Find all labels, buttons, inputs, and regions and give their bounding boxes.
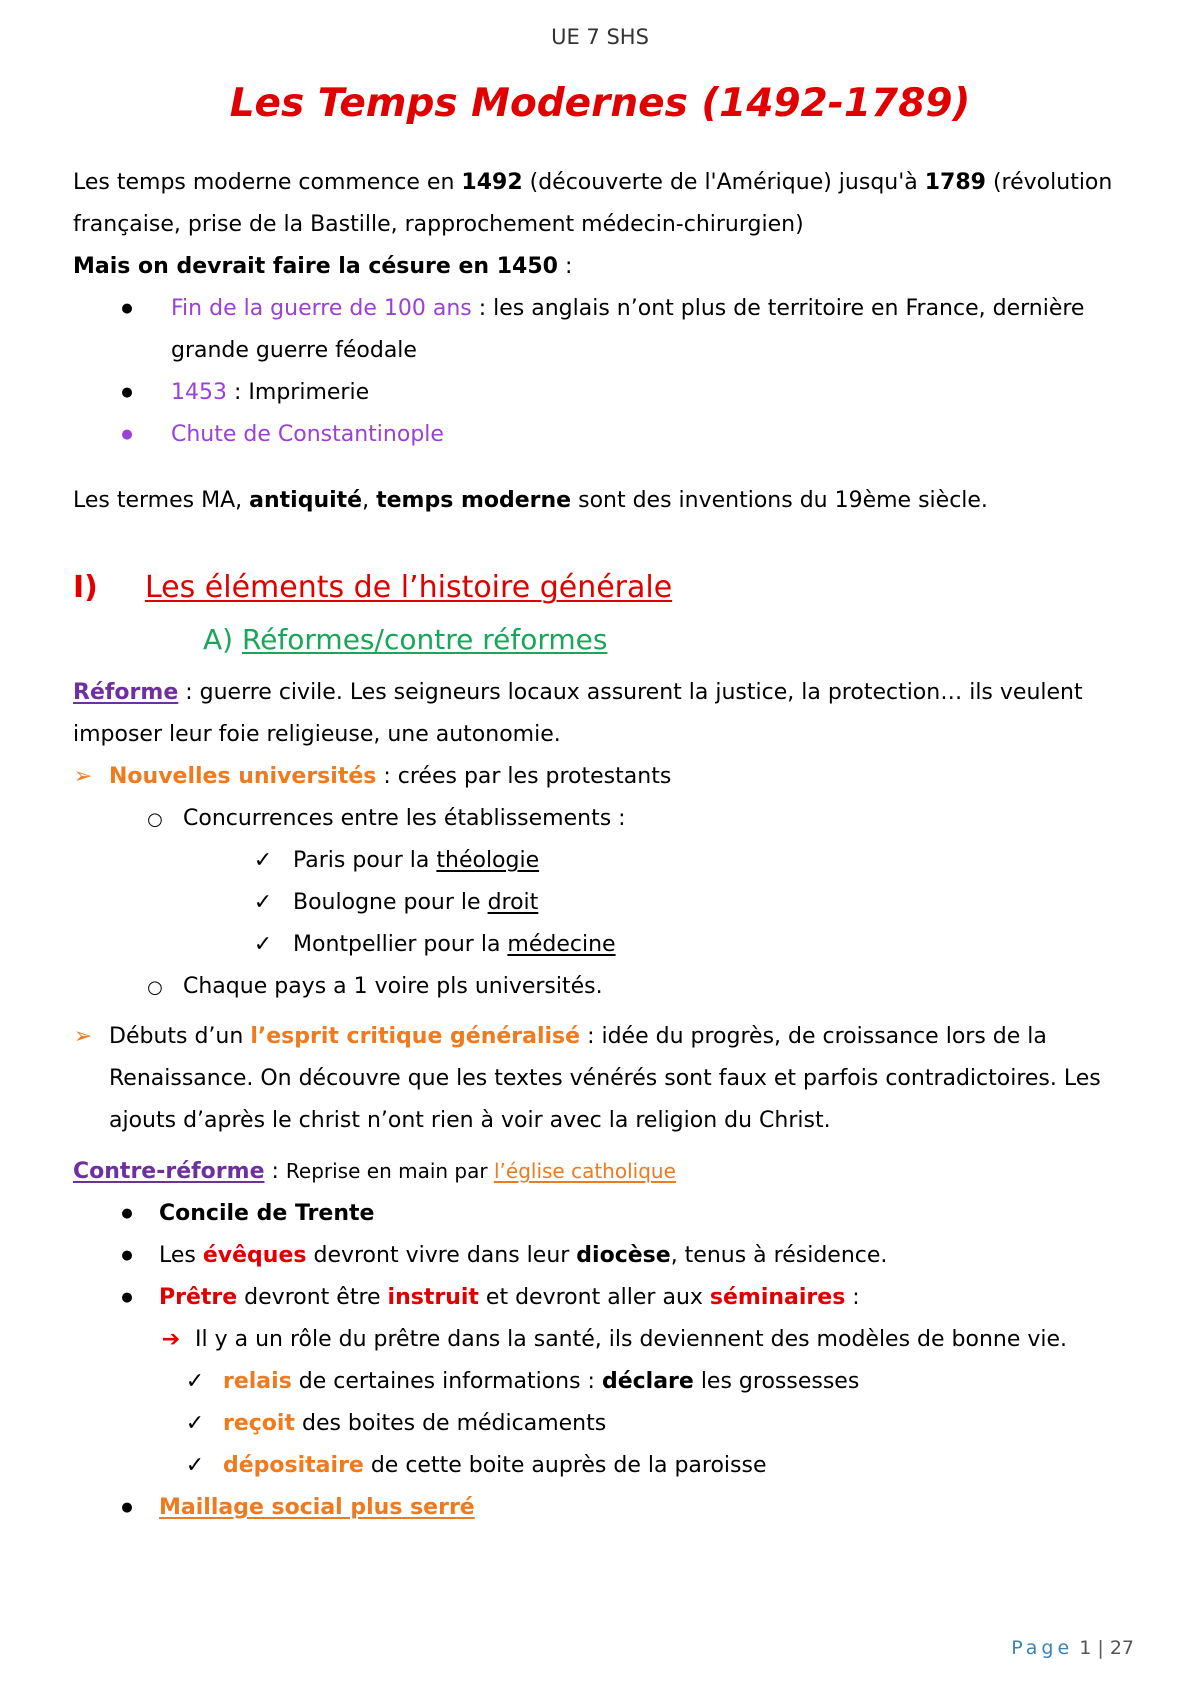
list-item-recoit: ✓ reçoit des boites de médicaments <box>73 1403 1135 1445</box>
reforme-paragraph-2: imposer leur foie religieuse, une autonomie. <box>73 722 561 747</box>
circle-bullet-icon <box>145 966 165 1009</box>
page-header: UE 7 SHS <box>551 25 649 49</box>
check-icon: ✓ <box>185 1369 205 1394</box>
list-item-concurrences: ○ Concurrences entre les établissements : <box>73 798 1135 840</box>
circle-bullet-icon <box>145 798 165 841</box>
bullet-icon <box>117 1487 137 1529</box>
intro-line-2: française, prise de la Bastille, rapprochement médecin-chirurgien) <box>73 212 804 237</box>
bullet-icon <box>117 288 137 330</box>
reforme-paragraph-1: Réforme : guerre civile. Les seigneurs locaux assurent la justice, la protection… ils veulent <box>73 680 1083 705</box>
list-item-imprimerie: ● 1453 : Imprimerie <box>73 372 1135 414</box>
list-item-guerre: ● Fin de la guerre de 100 ans : les anglais n’ont plus de territoire en France, dernière <box>73 288 1135 330</box>
list-item-trente: ● Concile de Trente <box>73 1193 1135 1235</box>
terms-paragraph: Les termes MA, antiquité, temps moderne sont des inventions du 19ème siècle. <box>73 488 988 513</box>
list-item-depositaire: ✓ dépositaire de cette boite auprès de la paroisse <box>73 1445 1135 1487</box>
list-item-eveques: ● Les évêques devront vivre dans leur diocèse, tenus à résidence. <box>73 1235 1135 1277</box>
section-heading-1: I) Les éléments de l’histoire générale <box>73 570 673 605</box>
list-item-pretre: ● Prêtre devront être instruit et devront aller aux séminaires : <box>73 1277 1135 1319</box>
list-item-boulogne: ✓ Boulogne pour le droit <box>73 882 1135 924</box>
bullet-icon <box>117 414 137 456</box>
contre-reforme-paragraph: Contre-réforme : Reprise en main par l’église catholique <box>73 1159 676 1184</box>
esprit-critique-line-2: Renaissance. On découvre que les textes vénérés sont faux et parfois contradictoires. Les <box>109 1066 1101 1091</box>
arrowhead-icon: ➢ <box>73 1024 93 1049</box>
list-item-paris: ✓ Paris pour la théologie <box>73 840 1135 882</box>
check-icon: ✓ <box>253 932 273 957</box>
arrowhead-icon: ➢ <box>73 764 93 789</box>
bullet-icon <box>117 1193 137 1235</box>
check-icon: ✓ <box>253 890 273 915</box>
bullet-icon <box>117 1277 137 1319</box>
arrow-right-icon: ➔ <box>161 1327 181 1352</box>
list-item-chaque-pays: ○ Chaque pays a 1 voire pls universités. <box>73 966 1135 1008</box>
bullet-icon <box>117 1235 137 1277</box>
list-item-guerre-cont: grande guerre féodale <box>171 338 417 363</box>
list-item-constantinople: ● Chute de Constantinople <box>73 414 1135 456</box>
list-item-montpellier: ✓ Montpellier pour la médecine <box>73 924 1135 966</box>
section-heading-a: A) Réformes/contre réformes <box>203 623 608 656</box>
check-icon: ✓ <box>185 1453 205 1478</box>
list-item-role-pretre: ➔ Il y a un rôle du prêtre dans la santé, ils deviennent des modèles de bonne vie. <box>73 1319 1135 1361</box>
list-item-universites: ➢ Nouvelles universités : crées par les protestants <box>73 756 1135 798</box>
intro-line-3: Mais on devrait faire la césure en 1450 : <box>73 254 573 279</box>
check-icon: ✓ <box>185 1411 205 1436</box>
intro-line-1: Les temps moderne commence en 1492 (découverte de l'Amérique) jusqu'à 1789 (révolution <box>73 170 1113 195</box>
page-number: Page 1 | 27 <box>1011 1637 1134 1659</box>
list-item-relais: ✓ relais de certaines informations : déclare les grossesses <box>73 1361 1135 1403</box>
list-item-esprit-critique: ➢ Débuts d’un l’esprit critique généralisé : idée du progrès, de croissance lors de la <box>73 1016 1135 1058</box>
check-icon: ✓ <box>253 848 273 873</box>
document-body <box>73 162 1135 1529</box>
esprit-critique-line-3: ajouts d’après le christ n’ont rien à voir avec la religion du Christ. <box>109 1108 831 1133</box>
bullet-icon <box>117 372 137 414</box>
document-title: Les Temps Modernes (1492-1789) <box>229 81 971 126</box>
list-item-maillage: ● Maillage social plus serré <box>73 1487 1135 1529</box>
